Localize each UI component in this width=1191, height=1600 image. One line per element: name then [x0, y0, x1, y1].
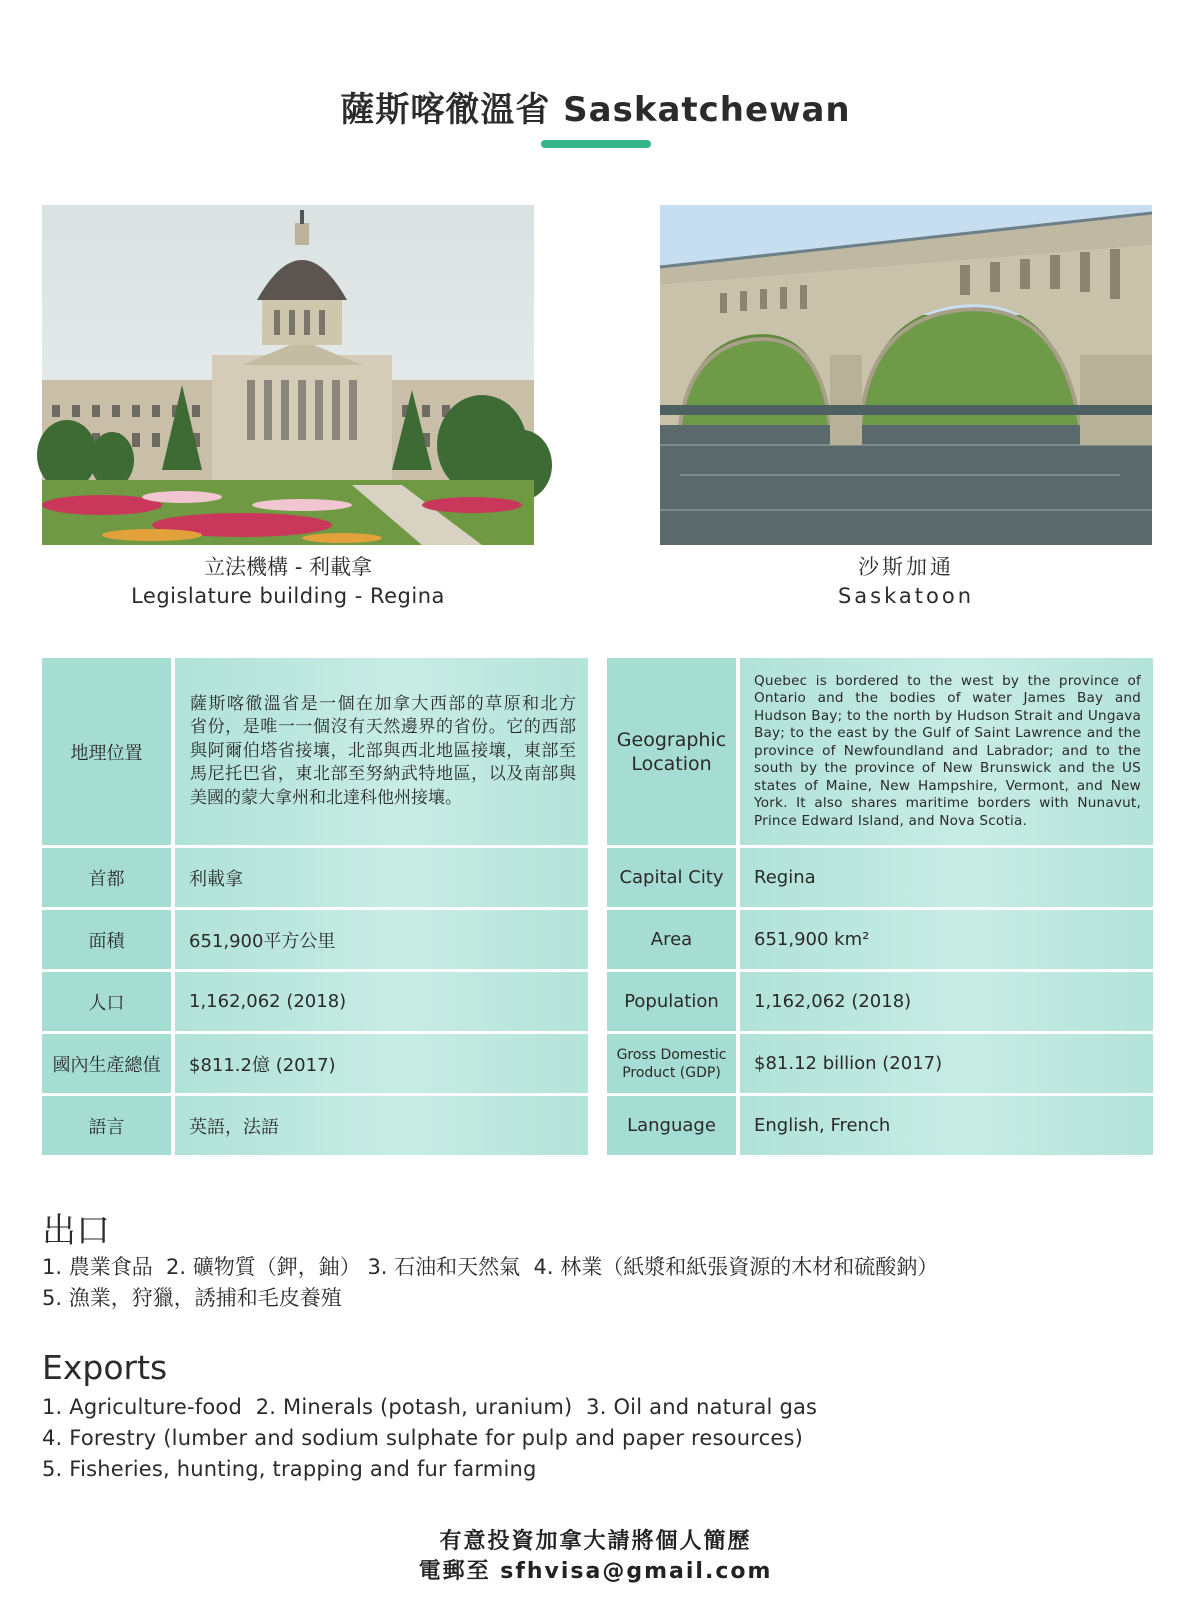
caption-en: Saskatoon — [837, 584, 975, 608]
table-row — [42, 1096, 588, 1155]
row-value: Regina — [740, 848, 1153, 907]
row-value: 英語，法語 — [175, 1096, 588, 1155]
row-label: Population — [607, 972, 736, 1031]
table-row — [42, 910, 588, 969]
list-item: 4. Forestry (lumber and sodium sulphate for pulp and paper resources) — [42, 1426, 803, 1450]
row-value: 利載拿 — [175, 848, 588, 907]
exports-zh-list — [42, 1252, 938, 1314]
caption-zh: 立法機構 - 利載拿 — [204, 555, 372, 579]
saskatoon-bridge-photo — [660, 205, 1152, 545]
table-row — [42, 658, 593, 845]
title-underline — [541, 140, 651, 148]
row-label: 國內生產總值 — [42, 1034, 171, 1093]
list-item: 1. 農業食品 2. 礦物質（鉀，鈾） 3. 石油和天然氣 4. 林業（紙漿和紙張資源的木材和硫酸鈉） — [42, 1255, 939, 1279]
table-row — [607, 1034, 1153, 1093]
row-value: $811.2億 (2017) — [175, 1034, 588, 1093]
row-value: English, French — [740, 1096, 1153, 1155]
row-label: 首都 — [42, 848, 171, 907]
list-item: 5. 漁業，狩獵，誘捕和毛皮養殖 — [42, 1286, 342, 1310]
row-value: 1,162,062 (2018) — [175, 972, 588, 1031]
legislature-photo-caption — [42, 553, 534, 611]
exports-en-list — [42, 1392, 817, 1485]
footer-line: 有意投資加拿大請將個人簡歷 — [439, 1529, 752, 1554]
table-row — [607, 910, 1153, 969]
row-value: 1,162,062 (2018) — [740, 972, 1153, 1031]
caption-zh: 沙斯加通 — [858, 555, 954, 579]
exports-zh-heading: 出口 — [42, 1211, 110, 1251]
info-table-zh — [42, 658, 593, 1155]
saskatoon-photo-caption — [660, 553, 1152, 611]
row-label: 人口 — [42, 972, 171, 1031]
contact-footer — [0, 1527, 1191, 1587]
caption-en: Legislature building - Regina — [131, 584, 445, 608]
row-label: Gross Domestic Product (GDP) — [607, 1034, 736, 1093]
row-label: Capital City — [607, 848, 736, 907]
row-value: 651,900 km² — [740, 910, 1153, 969]
table-row — [42, 972, 588, 1031]
table-row — [42, 1034, 588, 1093]
table-row — [42, 848, 588, 907]
footer-email-line: 電郵至 sfhvisa@gmail.com — [418, 1559, 773, 1584]
info-table-en — [607, 658, 1153, 1155]
row-value: 薩斯喀徹溫省是一個在加拿大西部的草原和北方 省份，是唯一一個沒有天然邊界的省份。它的西部與阿爾伯塔省接壤，北部與西北地區接壤，東部至馬尼托巴省，東北部至努納武特地區，以及南部與美國的蒙大拿州和北達科他州接壤。 — [175, 658, 588, 845]
table-row — [607, 848, 1153, 907]
exports-en-heading: Exports — [42, 1348, 168, 1387]
list-item: 1. Agriculture-food 2. Minerals (potash, uranium) 3. Oil and natural gas — [42, 1395, 818, 1419]
row-label: 地理位置 — [42, 658, 171, 845]
row-label: 語言 — [42, 1096, 171, 1155]
row-label: Language — [607, 1096, 736, 1155]
table-row — [607, 658, 1153, 845]
row-label: Area — [607, 910, 736, 969]
list-item: 5. Fisheries, hunting, trapping and fur farming — [42, 1457, 537, 1481]
row-label: Geographic Location — [607, 658, 736, 845]
page-title: 薩斯喀徹溫省 Saskatchewan — [340, 90, 851, 130]
row-value: Quebec is bordered to the west by the province of Ontario and the bodies of water James Bay and Hudson Bay; to the north by Hudson Strait and Ungava Bay; to the east by the Gulf of Saint Lawrence and the province of Newfoundland and Labrador; and to the south by the province of New Brunswick and the US states of Maine, New Hampshire, Vermont, and New York. It also shares maritime borders with Nunavut, Prince Edward Island, and Nova Scotia. — [740, 658, 1153, 845]
row-value: $81.12 billion (2017) — [740, 1034, 1153, 1093]
legislature-building-photo — [42, 205, 534, 545]
row-label: 面積 — [42, 910, 171, 969]
table-row — [607, 1096, 1153, 1155]
table-row — [607, 972, 1153, 1031]
row-value: 651,900平方公里 — [175, 910, 588, 969]
